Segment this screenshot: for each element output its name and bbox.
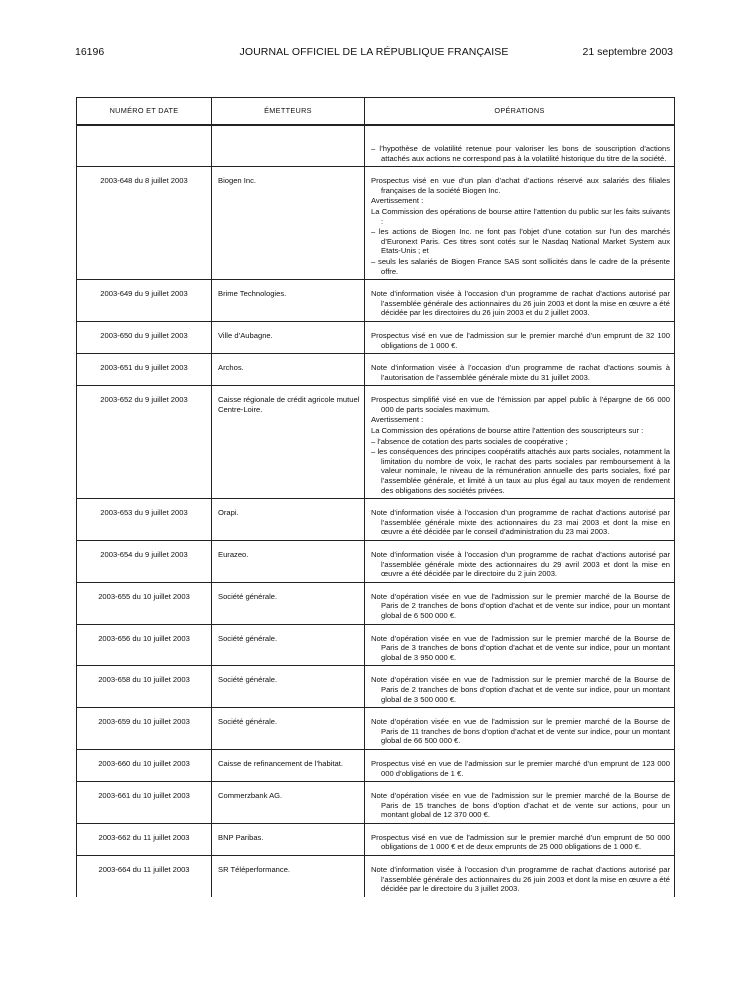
emitter-cell xyxy=(212,125,365,167)
table-row xyxy=(77,782,675,824)
column-header-emitters: ÉMETTEURS xyxy=(212,98,365,126)
number-date-cell: 2003-661 du 10 juillet 2003 xyxy=(77,782,212,824)
table-row xyxy=(77,823,675,855)
emitter-cell: Archos. xyxy=(212,354,365,386)
emitter-cell: SR Téléperformance. xyxy=(212,856,365,897)
operation-dash-item: – seuls les salariés de Biogen France SAS sont sollicités dans le cadre de la présente offre. xyxy=(371,256,670,276)
emitter-cell: Caisse régionale de crédit agricole mutuel Centre-Loire. xyxy=(212,386,365,499)
operations-cell xyxy=(365,782,675,824)
operation-paragraph: Note d’information visée à l’occasion d’un programme de rachat d’actions autorisé par l’assemblée générale des actionnaires du 26 juin 2003 et dont la mise en œuvre a été décidée par le directoire du 3 juillet 2003. xyxy=(371,865,670,894)
table-row xyxy=(77,386,675,499)
table-row xyxy=(77,856,675,897)
emitter-cell: Orapi. xyxy=(212,499,365,541)
number-date-cell: 2003-658 du 10 juillet 2003 xyxy=(77,666,212,708)
table-row xyxy=(77,666,675,708)
emitter-cell: Ville d’Aubagne. xyxy=(212,321,365,353)
operations-cell xyxy=(365,499,675,541)
operations-cell xyxy=(365,541,675,583)
operations-cell xyxy=(365,582,675,624)
table-row xyxy=(77,354,675,386)
number-date-cell: 2003-656 du 10 juillet 2003 xyxy=(77,624,212,666)
number-date-cell: 2003-662 du 11 juillet 2003 xyxy=(77,823,212,855)
number-date-cell: 2003-651 du 9 juillet 2003 xyxy=(77,354,212,386)
table-row xyxy=(77,624,675,666)
number-date-cell: 2003-654 du 9 juillet 2003 xyxy=(77,541,212,583)
operation-paragraph: Prospectus visé en vue de l’admission sur le premier marché d’un emprunt de 123 000 000 d’obligations de 1 €. xyxy=(371,758,670,778)
operations-cell xyxy=(365,666,675,708)
operation-paragraph: Note d’opération visée en vue de l’admission sur le premier marché de la Bourse de Paris de 11 tranches de bons d’option d’achat et de vente sur indice, pour un montant global de 66 500 000 €. xyxy=(371,717,670,746)
column-header-number-date: NUMÉRO ET DATE xyxy=(77,98,212,126)
operations-cell xyxy=(365,280,675,322)
number-date-cell: 2003-660 du 10 juillet 2003 xyxy=(77,749,212,781)
operation-paragraph: Prospectus simplifié visé en vue de l’émission par appel public à l’épargne de 66 000 000 de parts sociales maximum. xyxy=(371,395,670,414)
operation-dash-item: – l’absence de cotation des parts sociales de coopérative ; xyxy=(371,436,568,446)
operations-cell xyxy=(365,624,675,666)
operations-cell xyxy=(365,708,675,750)
operation-paragraph: Note d’opération visée en vue de l’admission sur le premier marché de la Bourse de Paris de 2 tranches de bons d’option d’achat et de vente sur indice, pour un montant global de 3 500 000 €. xyxy=(371,675,670,704)
number-date-cell: 2003-649 du 9 juillet 2003 xyxy=(77,280,212,322)
number-date-cell: 2003-652 du 9 juillet 2003 xyxy=(77,386,212,499)
operation-paragraph: Note d’information visée à l’occasion d’un programme de rachat d’actions soumis à l’autorisation de l’assemblée générale mixte du 31 juillet 2003. xyxy=(371,363,670,382)
number-date-cell: 2003-648 du 8 juillet 2003 xyxy=(77,167,212,280)
operation-paragraph: Prospectus visé en vue d’un plan d’achat d’actions réservé aux salariés des filiales françaises de la société Biogen Inc. xyxy=(371,176,670,195)
operation-dash-item: – l’hypothèse de volatilité retenue pour valoriser les bons de souscription d’actions attachés aux actions ne correspond pas à la volatilité historique du titre de la société. xyxy=(371,144,670,163)
emitter-cell: Brime Technologies. xyxy=(212,280,365,322)
table-row xyxy=(77,541,675,583)
number-date-cell xyxy=(77,125,212,167)
operation-paragraph: La Commission des opérations de bourse attire l’attention du public sur les faits suivants : xyxy=(371,206,670,226)
operations-cell xyxy=(365,167,675,280)
emitter-cell: BNP Paribas. xyxy=(212,823,365,855)
number-date-cell: 2003-653 du 9 juillet 2003 xyxy=(77,499,212,541)
operation-paragraph: Note d’opération visée en vue de l’admission sur le premier marché de la Bourse de Paris de 15 tranches de bons d’option d’achat et de vente sur actions, pour un montant global de 12 370 000 €. xyxy=(371,791,670,820)
number-date-cell: 2003-659 du 10 juillet 2003 xyxy=(77,708,212,750)
table-header-row xyxy=(77,98,675,126)
emitter-cell: Caisse de refinancement de l’habitat. xyxy=(212,749,365,781)
number-date-cell: 2003-655 du 10 juillet 2003 xyxy=(77,582,212,624)
table-row xyxy=(77,582,675,624)
operations-cell xyxy=(365,749,675,781)
table-row xyxy=(77,708,675,750)
operation-dash-item: – les conséquences des principes coopératifs attachés aux parts sociales, notamment la limitation du nombre de voix, le rachat des parts sociales par remboursement à la valeur nominale, le niveau de la rémunération annuelle des parts sociales, fixé par l’assemblée générale, et limité à un taux au plus égal au taux moyen de rendement des obligations des sociétés privées. xyxy=(371,447,670,495)
operation-paragraph: Note d’information visée à l’occasion d’un programme de rachat d’actions autorisé par l’assemblée générale mixte des actionnaires du 29 avril 2003 et dont la mise en œuvre a été décidée par le directoire du 2 juin 2003. xyxy=(371,550,670,579)
emitter-cell: Eurazeo. xyxy=(212,541,365,583)
operation-paragraph: Note d’opération visée en vue de l’admission sur le premier marché de la Bourse de Paris de 2 tranches de bons d’option d’achat et de vente sur indice, pour un montant global de 6 500 000 €. xyxy=(371,591,670,620)
table-row xyxy=(77,749,675,781)
operations-cell xyxy=(365,354,675,386)
operations-cell xyxy=(365,386,675,499)
operations-cell xyxy=(365,125,675,167)
emitter-cell: Biogen Inc. xyxy=(212,167,365,280)
operation-paragraph: Note d’information visée à l’occasion d’un programme de rachat d’actions autorisé par l’assemblée générale des actionnaires du 26 juin 2003 et dont la mise en œuvre a été décidée par les directoires du 26 juin 2003 et du 2 juillet 2003. xyxy=(371,289,670,318)
table-row xyxy=(77,125,675,167)
journal-title: JOURNAL OFFICIEL DE LA RÉPUBLIQUE FRANÇAISE xyxy=(239,46,509,58)
emitter-cell: Société générale. xyxy=(212,708,365,750)
operation-paragraph: Prospectus visé en vue de l’admission sur le premier marché d’un emprunt de 50 000 obligations de 1 000 € et de deux emprunts de 25 000 obligations de 1 000 €. xyxy=(371,832,670,852)
issue-date: 21 septembre 2003 xyxy=(582,46,673,58)
operation-paragraph: La Commission des opérations de bourse attire l’attention des souscripteurs sur : xyxy=(371,426,644,436)
emitter-cell: Société générale. xyxy=(212,624,365,666)
operation-paragraph: Prospectus visé en vue de l’admission sur le premier marché d’un emprunt de 32 100 obligations de 1 000 €. xyxy=(371,330,670,350)
table-row xyxy=(77,280,675,322)
operations-table xyxy=(76,97,675,897)
operations-cell xyxy=(365,321,675,353)
emitter-cell: Société générale. xyxy=(212,582,365,624)
emitter-cell: Commerzbank AG. xyxy=(212,782,365,824)
operation-paragraph: Note d’information visée à l’occasion d’un programme de rachat d’actions autorisé par l’assemblée générale mixte des actionnaires du 23 mai 2003 et dont la mise en œuvre a été décidée par le conseil d’administration du 23 mai 2003. xyxy=(371,508,670,537)
number-date-cell: 2003-650 du 9 juillet 2003 xyxy=(77,321,212,353)
page-number: 16196 xyxy=(75,46,105,58)
table-row xyxy=(77,499,675,541)
operation-paragraph: Note d’opération visée en vue de l’admission sur le premier marché de la Bourse de Paris de 3 tranches de bons d’option d’achat et de vente sur indice, pour un montant global de 3 950 000 €. xyxy=(371,633,670,662)
page-header xyxy=(75,46,673,60)
operations-cell xyxy=(365,823,675,855)
number-date-cell: 2003-664 du 11 juillet 2003 xyxy=(77,856,212,897)
table-row xyxy=(77,167,675,280)
column-header-operations: OPÉRATIONS xyxy=(365,98,675,126)
table-row xyxy=(77,321,675,353)
operation-paragraph: Avertissement : xyxy=(371,196,424,206)
operation-dash-item: – les actions de Biogen Inc. ne font pas l’objet d’une cotation sur l’un des marchés d’Euronext Paris. Ces titres sont cotés sur le Nasdaq National Market System aux Etats-Unis ; et xyxy=(371,227,670,256)
operation-paragraph: Avertissement : xyxy=(371,415,424,425)
emitter-cell: Société générale. xyxy=(212,666,365,708)
operations-cell xyxy=(365,856,675,897)
